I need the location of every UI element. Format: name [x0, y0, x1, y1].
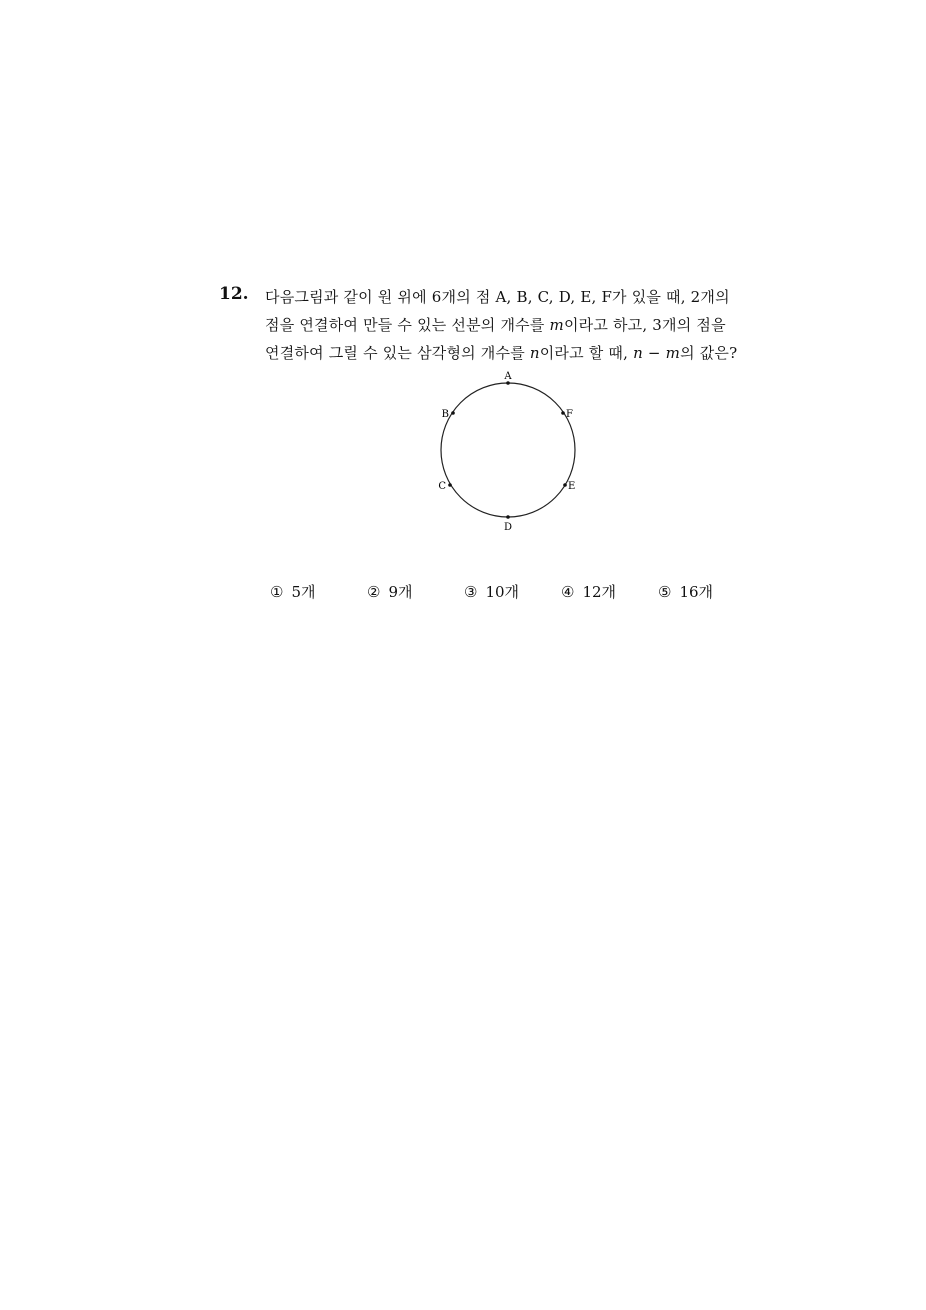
question-text: 이라고 할 때,	[539, 344, 634, 362]
choice-mark: ⑤	[658, 583, 672, 601]
question-text: 점을 연결하여 만들 수 있는 선분의 개수를	[265, 316, 550, 334]
point-c-label: C	[438, 481, 446, 492]
choice-text: 16개	[679, 583, 714, 601]
point-f-label: F	[566, 409, 573, 420]
point-d-dot	[506, 515, 510, 519]
question-line-3	[265, 342, 737, 363]
circle	[441, 383, 575, 517]
expression-n-minus-m: n − m	[633, 344, 681, 362]
variable-m: m	[549, 316, 564, 334]
question-text: 연결하여 그릴 수 있는 삼각형의 개수를	[265, 344, 530, 362]
variable-n: n	[529, 344, 540, 362]
choice-2[interactable]	[367, 581, 413, 602]
choice-text: 10개	[485, 583, 520, 601]
question-text: 이라고 하고, 3개의 점을	[563, 316, 726, 334]
point-b-label: B	[441, 409, 449, 420]
choice-4[interactable]	[561, 581, 616, 602]
choice-text: 12개	[582, 583, 617, 601]
choice-1[interactable]	[270, 581, 316, 602]
point-e-dot	[563, 483, 567, 487]
choice-3[interactable]	[464, 581, 519, 602]
question-line-1: 다음그림과 같이 원 위에 6개의 점 A, B, C, D, E, F가 있을 때, 2개의	[265, 288, 730, 306]
choice-mark: ①	[270, 583, 284, 601]
point-d-label: D	[503, 522, 513, 533]
point-f-dot	[561, 411, 565, 415]
choice-text: 5개	[291, 583, 316, 601]
question-line-2	[265, 314, 726, 335]
point-a-label: A	[504, 371, 512, 382]
choice-5[interactable]	[658, 581, 713, 602]
circle-figure	[420, 362, 600, 542]
choice-mark: ③	[464, 583, 478, 601]
choice-text: 9개	[388, 583, 413, 601]
choice-mark: ④	[561, 583, 575, 601]
point-b-dot	[451, 411, 455, 415]
point-c-dot	[448, 483, 452, 487]
point-e-label: E	[568, 481, 576, 492]
choice-mark: ②	[367, 583, 381, 601]
problem-number: 12.	[219, 284, 249, 304]
question-text: 의 값은?	[680, 344, 738, 362]
